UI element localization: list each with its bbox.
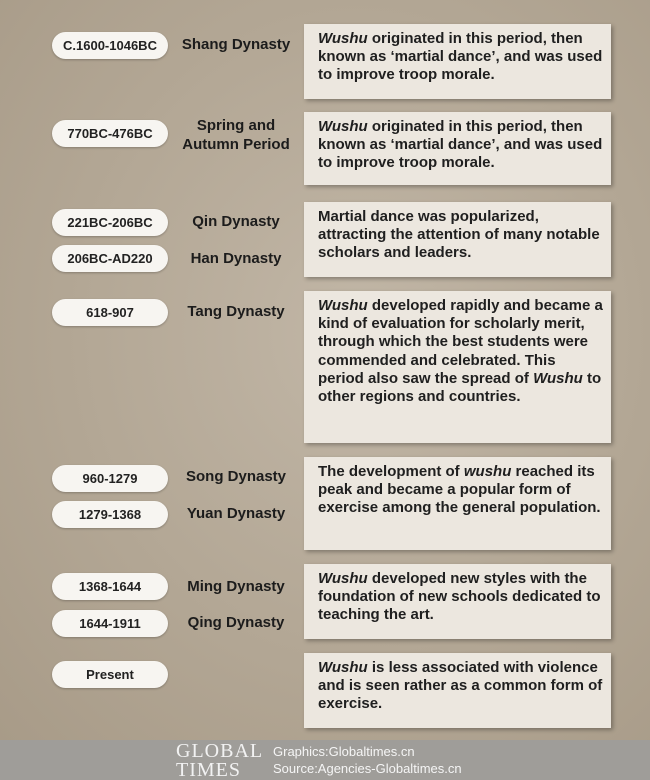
dynasty-label: Spring and Autumn Period: [182, 117, 290, 153]
dynasty-label: Ming Dynasty: [187, 578, 285, 595]
description-text: is less associated with violence and is seen rather as a common form of exercise.: [318, 659, 603, 713]
date-pill: 618-907: [52, 299, 168, 326]
logo-global: GLOBAL: [176, 740, 264, 762]
period-description: [304, 653, 611, 728]
description-text: The development of: [318, 463, 464, 480]
dynasty-label: Yuan Dynasty: [186, 505, 286, 522]
date-pill: 1644-1911: [52, 610, 168, 637]
date-pill: C.1600-1046BC: [52, 32, 168, 59]
period-description: [304, 24, 611, 99]
description-text: Wushu: [318, 570, 368, 587]
description-text: wushu: [463, 463, 512, 480]
date-pill: 770BC-476BC: [52, 120, 168, 147]
dynasty-label: Qing Dynasty: [187, 614, 285, 631]
description-text: Wushu: [318, 118, 368, 135]
description-text: originated in this period, then known as ‘martial dance’, and was used to improve troop morale.: [318, 118, 603, 172]
source-credit: Source:Agencies-Globaltimes.cn: [273, 761, 462, 776]
date-pill: 206BC-AD220: [52, 245, 168, 272]
description-text: Wushu: [533, 369, 583, 387]
period-description: [304, 291, 611, 443]
date-pill: 1279-1368: [52, 501, 168, 528]
description-text: Wushu: [318, 30, 368, 47]
description-text: Wushu: [318, 297, 368, 314]
dynasty-label: Qin Dynasty: [192, 213, 280, 230]
period-description: [304, 112, 611, 185]
date-pill: Present: [52, 661, 168, 688]
description-text: developed rapidly and became a kind of evaluation for scholarly merit, through which the best students were commended and celebrated. This period also saw the spread of: [318, 297, 603, 387]
logo-times: TIMES: [176, 759, 241, 780]
description-text: Wushu: [318, 659, 368, 676]
description-text: Martial dance was popularized, attracting the attention of many notable scholars and leaders.: [318, 208, 600, 262]
description-text: to other regions and countries.: [318, 369, 602, 406]
dynasty-label: Tang Dynasty: [187, 303, 285, 320]
graphics-credit: Graphics:Globaltimes.cn: [273, 744, 415, 759]
date-pill: 221BC-206BC: [52, 209, 168, 236]
period-description: [304, 457, 611, 550]
period-description: [304, 564, 611, 639]
description-text: developed new styles with the foundation of new schools dedicated to teaching the art.: [318, 570, 601, 624]
date-pill: 1368-1644: [52, 573, 168, 600]
period-description: [304, 202, 611, 277]
dynasty-label: Song Dynasty: [185, 468, 287, 485]
dynasty-label: Han Dynasty: [190, 250, 282, 267]
date-pill: 960-1279: [52, 465, 168, 492]
description-text: reached its peak and became a popular form of exercise among the general population.: [318, 463, 601, 517]
dynasty-label: Shang Dynasty: [181, 36, 291, 53]
description-text: originated in this period, then known as ‘martial dance’, and was used to improve troop morale.: [318, 30, 603, 84]
